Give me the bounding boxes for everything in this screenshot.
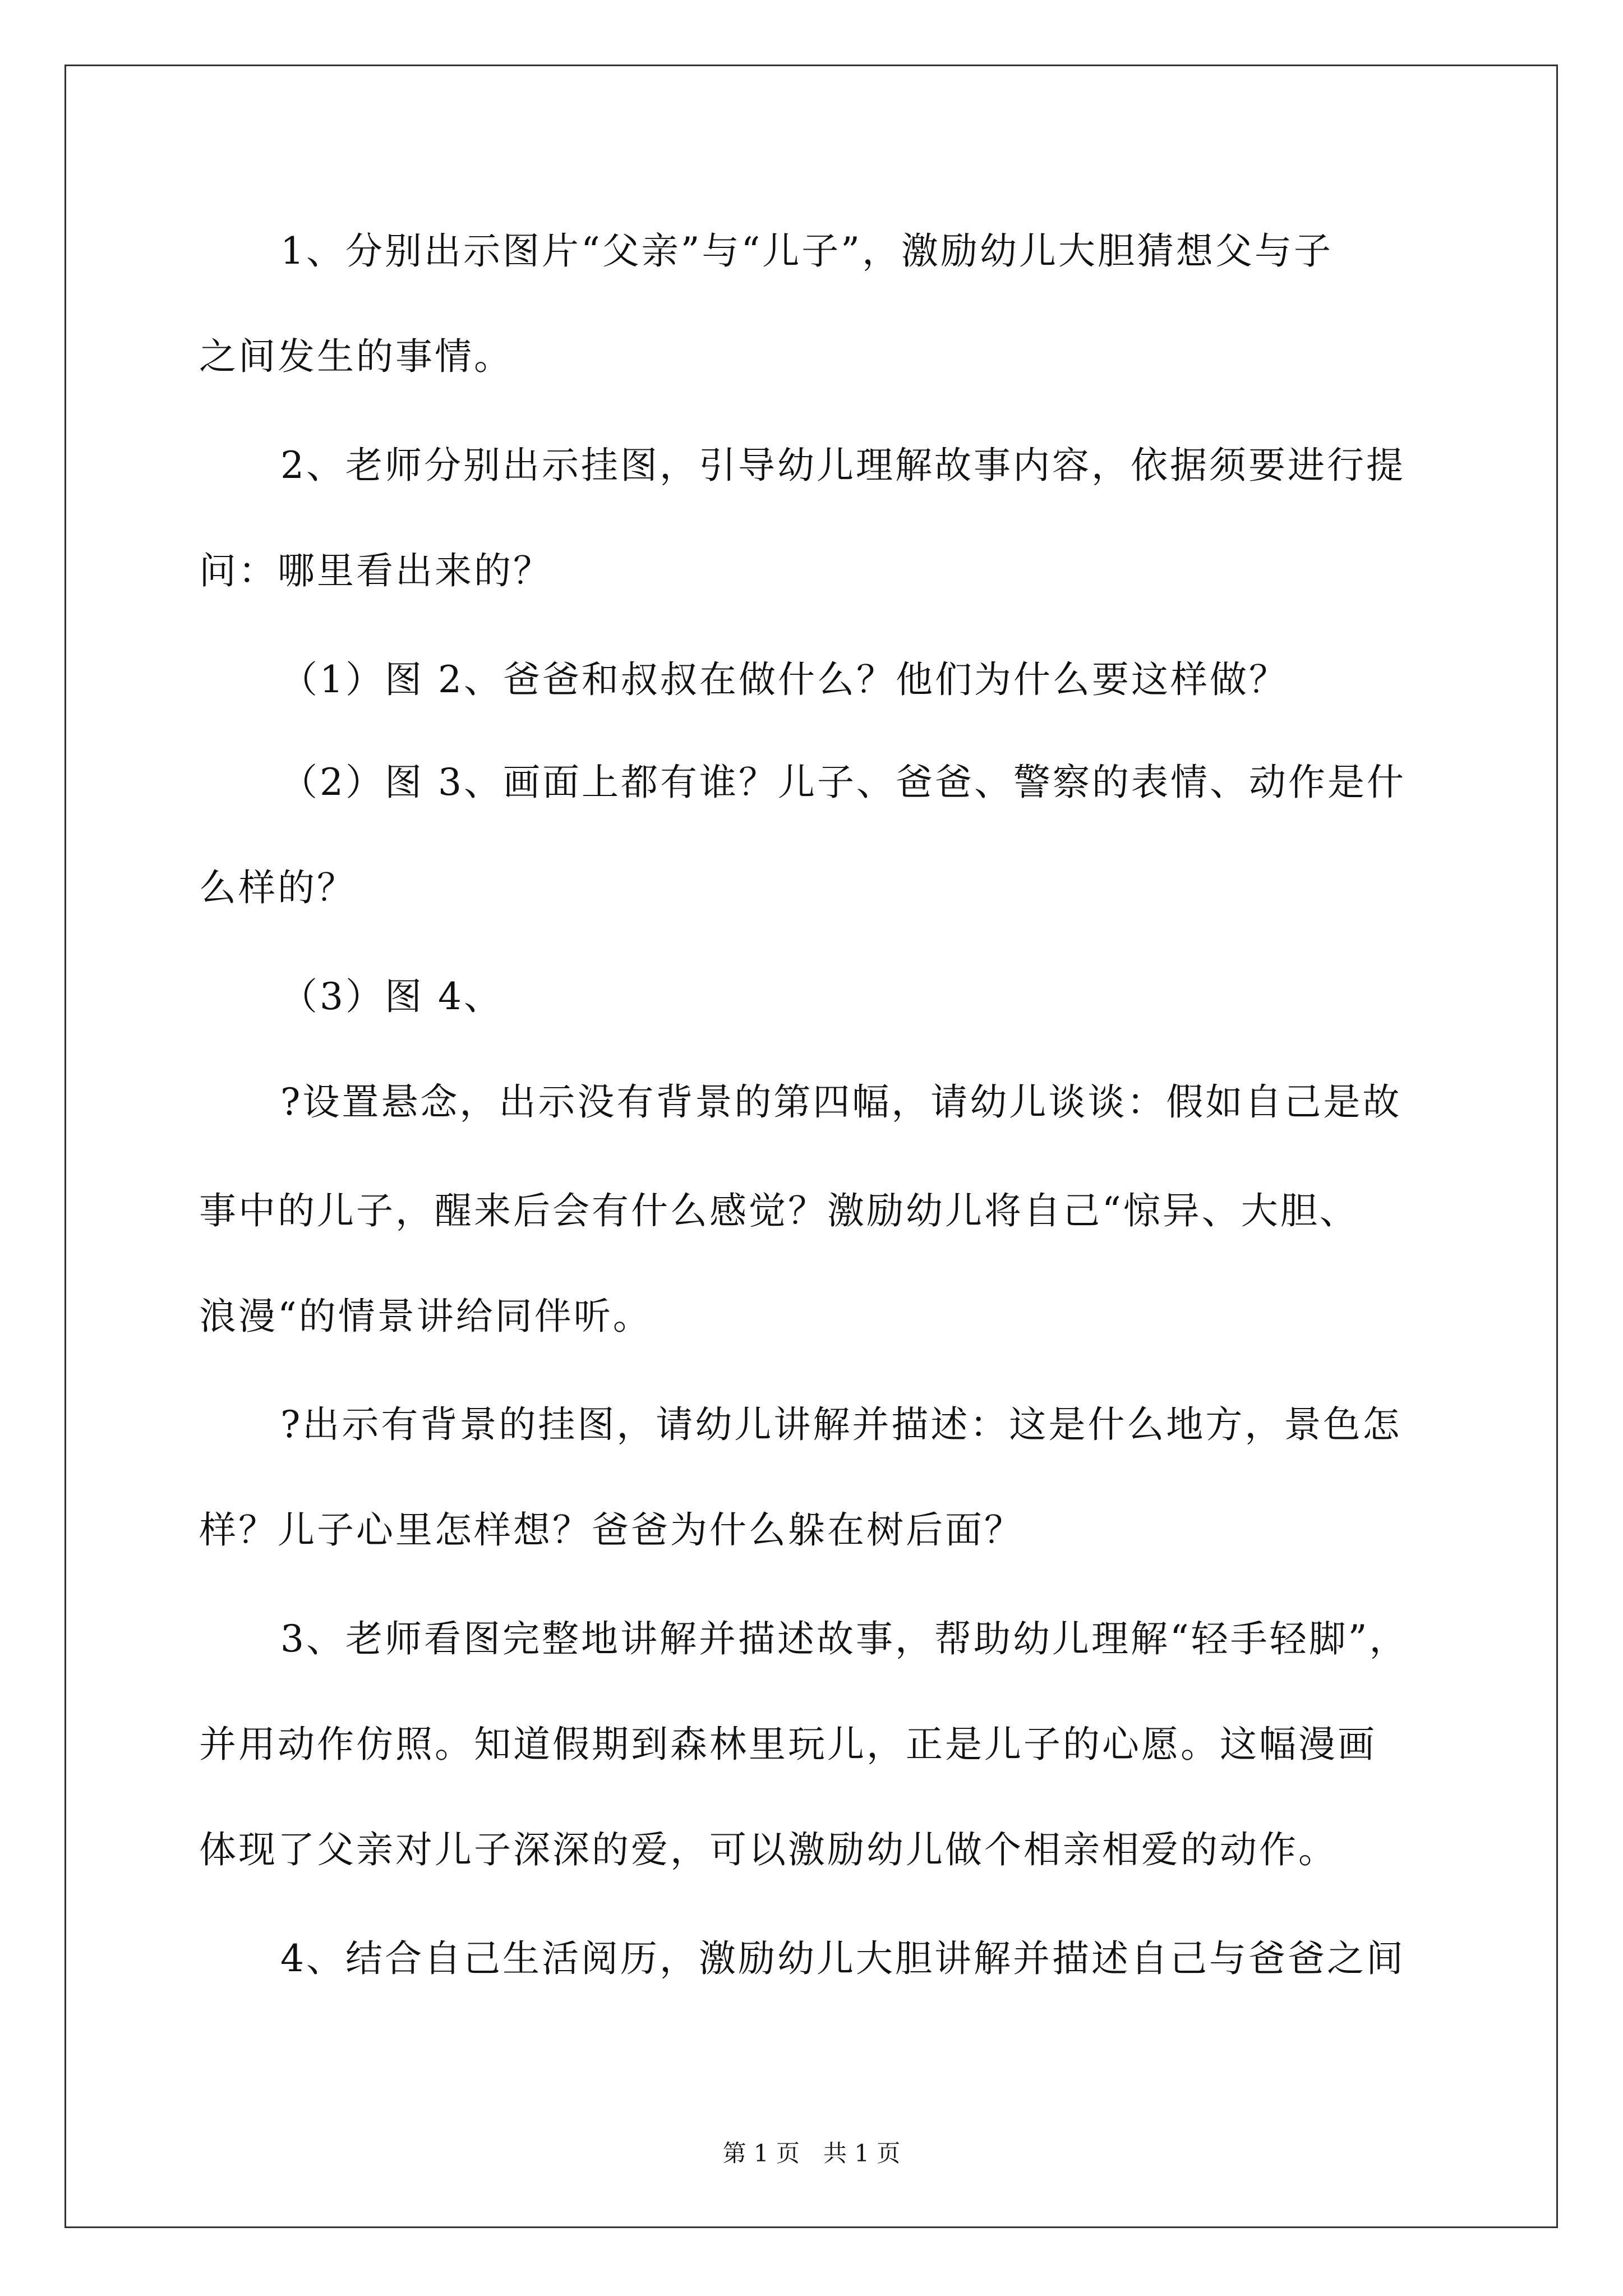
- text-line: 1、分别出示图片“父亲”与“儿子”，激励幼儿大胆猜想父与子: [280, 229, 1333, 273]
- text-line: 体现了父亲对儿子深深的爱，可以激励幼儿做个相亲相爱的动作。: [199, 1828, 1338, 1871]
- page-footer: 第 1 页 共 1 页: [722, 2139, 901, 2167]
- text-line: （3）图 4、: [280, 975, 503, 1018]
- text-line: 浪漫“的情景讲给同伴听。: [199, 1295, 652, 1338]
- text-line: 问：哪里看出来的？: [199, 549, 552, 592]
- text-line: 2、老师分别出示挂图，引导幼儿理解故事内容，依据须要进行提: [280, 444, 1405, 487]
- text-line: （1）图 2、爸爸和叔叔在做什么？他们为什么要这样做？: [280, 658, 1288, 701]
- text-line: ?设置悬念，出示没有背景的第四幅，请幼儿谈谈：假如自己是故: [280, 1080, 1402, 1124]
- text-line: （2）图 3、画面上都有谁？儿子、爸爸、警察的表情、动作是什: [280, 761, 1406, 804]
- text-line: 4、结合自己生活阅历，激励幼儿大胆讲解并描述自己与爸爸之间: [280, 1937, 1405, 1980]
- text-line: 并用动作仿照。知道假期到森林里玩儿，正是儿子的心愿。这幅漫画: [199, 1723, 1377, 1766]
- text-line: 3、老师看图完整地讲解并描述故事，帮助幼儿理解“轻手轻脚”，: [280, 1617, 1409, 1660]
- text-line: 样？儿子心里怎样想？爸爸为什么躲在树后面？: [199, 1508, 1023, 1552]
- text-line: 事中的儿子，醒来后会有什么感觉？激励幼儿将自己“惊异、大胆、: [199, 1189, 1359, 1232]
- text-line: 么样的？: [199, 866, 356, 909]
- text-line: ?出示有背景的挂图，请幼儿讲解并描述：这是什么地方，景色怎: [280, 1403, 1402, 1446]
- page-border: [64, 65, 1558, 2228]
- text-line: 之间发生的事情。: [199, 335, 513, 378]
